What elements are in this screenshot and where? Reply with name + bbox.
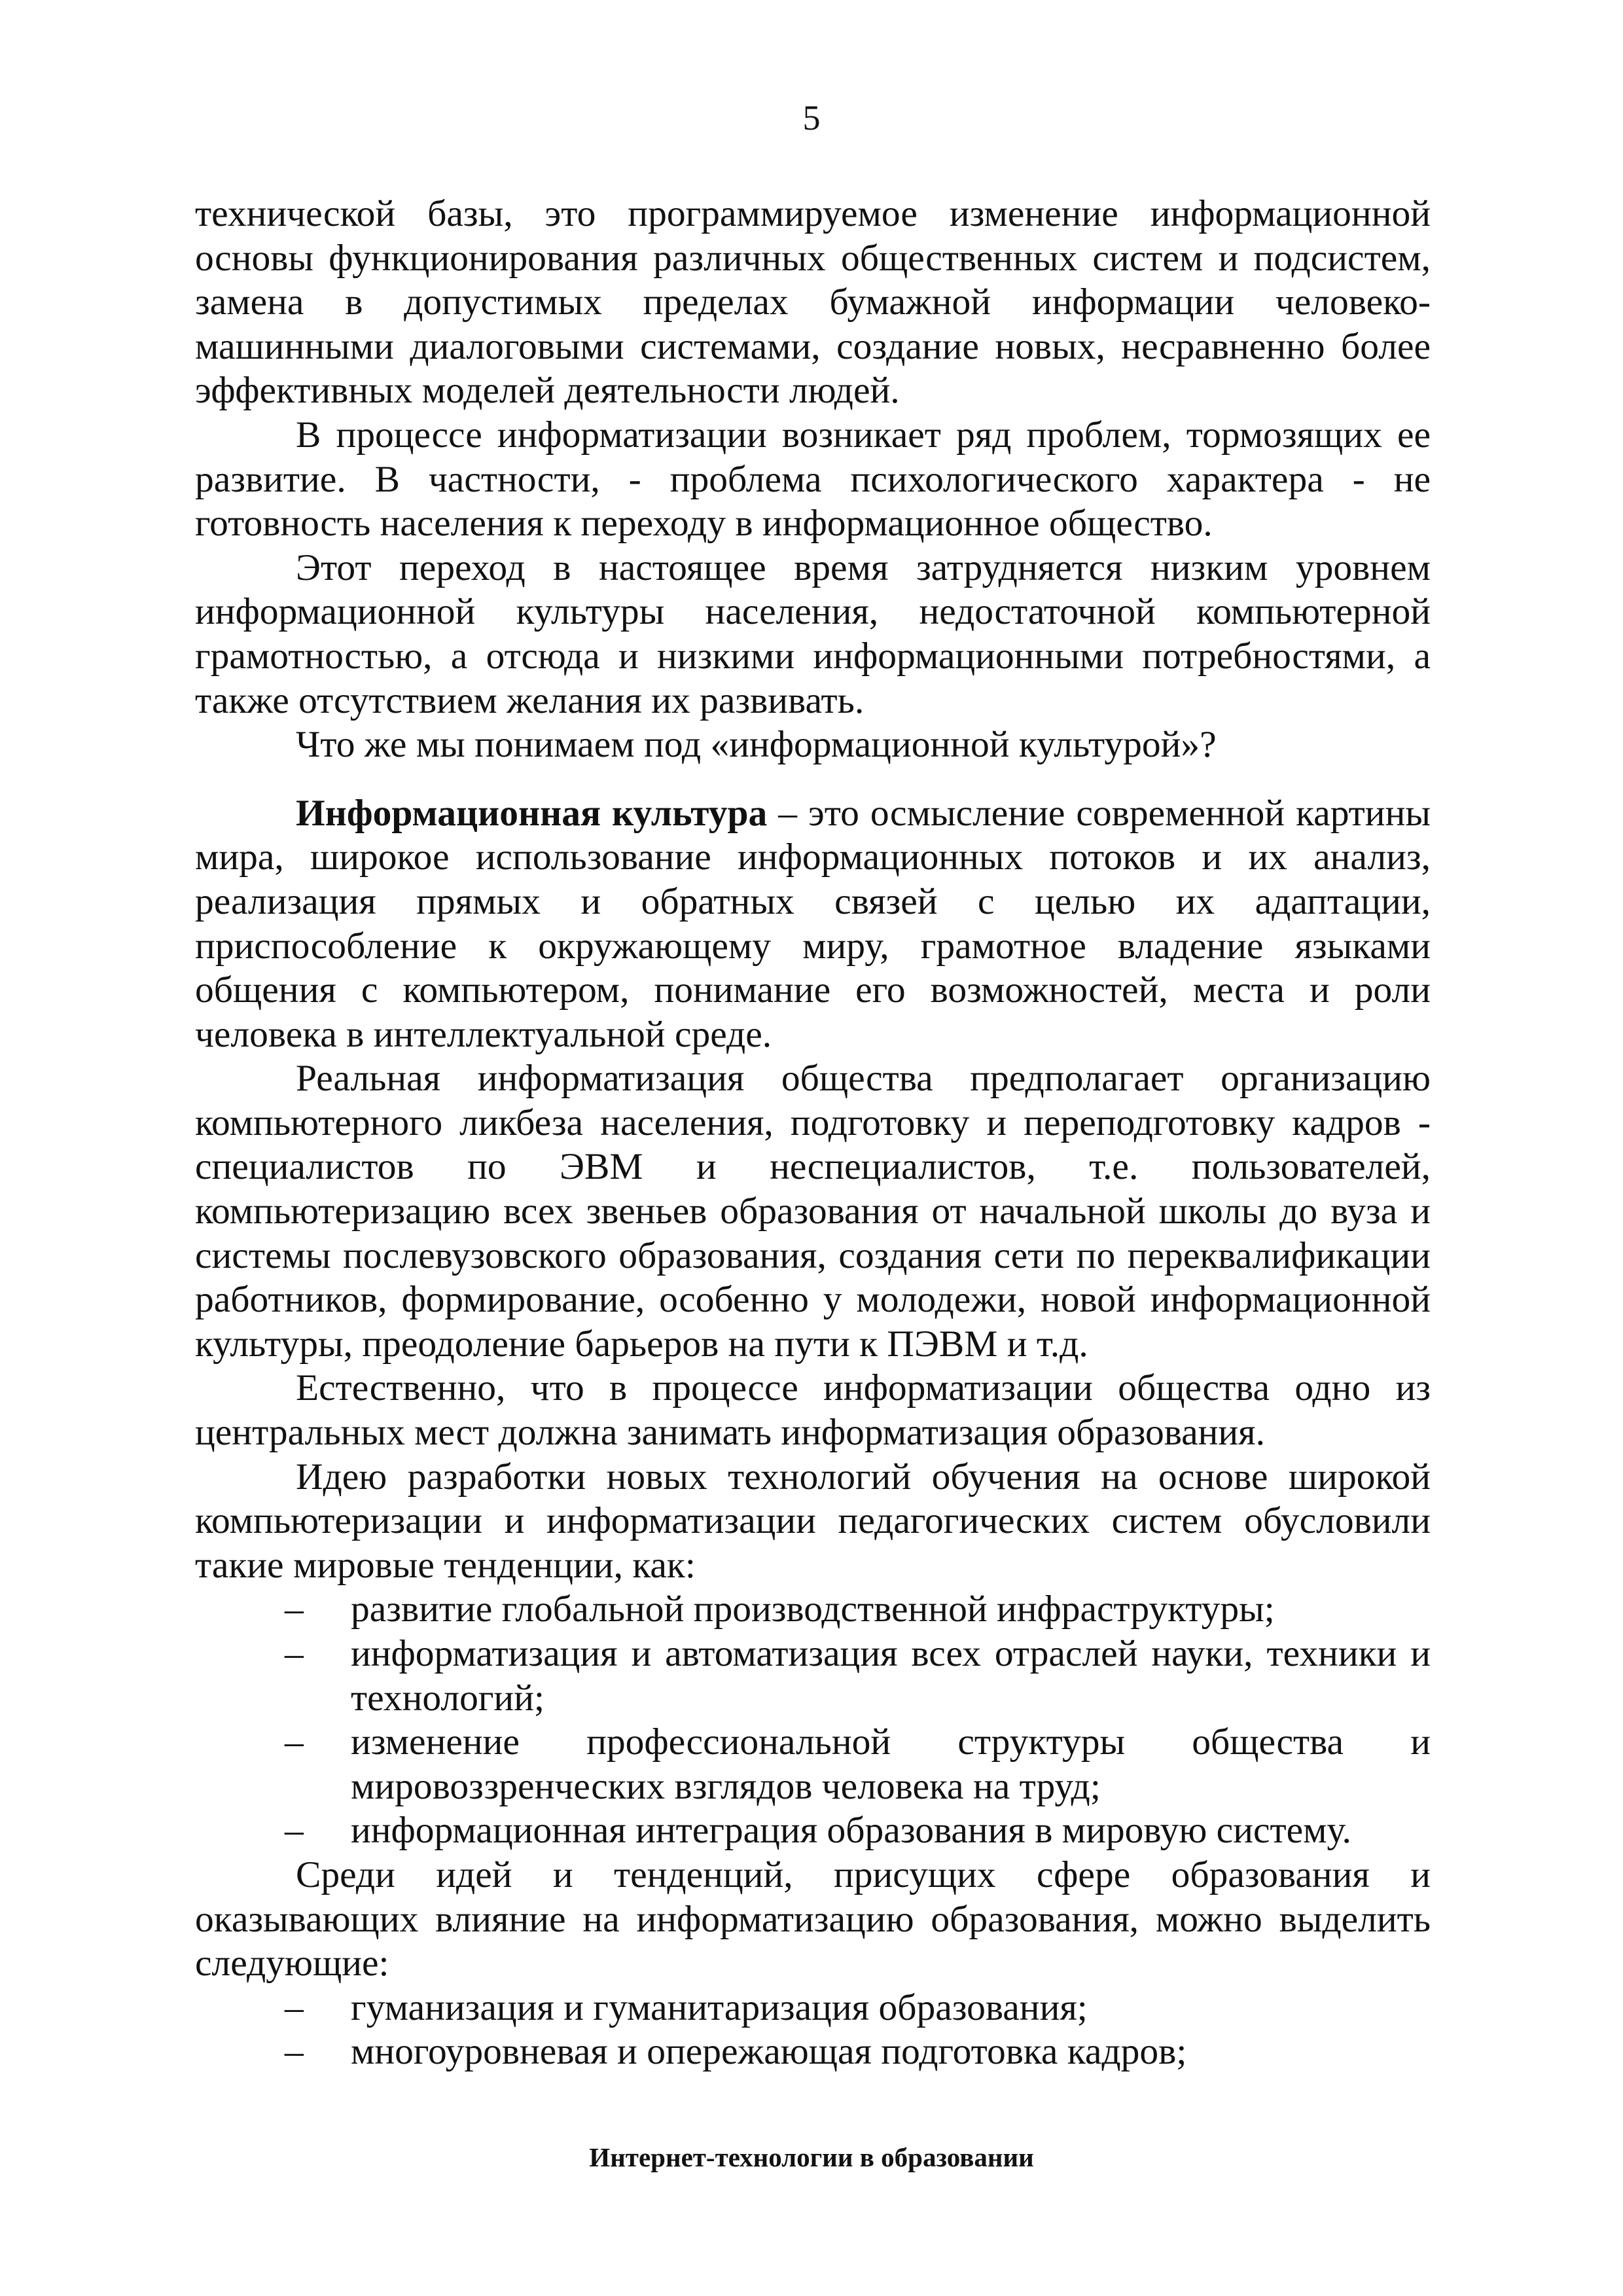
paragraph-education-ideas-intro: Среди идей и тенденций, присущих сфере образования и оказывающих влияние на информатизацию образования, можно выделить следующие: <box>195 1854 1431 1984</box>
list-item-text: развитие глобальной производственной инфраструктуры; <box>351 1588 1275 1630</box>
definition-term: Информационная культура <box>296 792 768 834</box>
list-item <box>195 1632 1431 1720</box>
page-footer: Интернет-технологии в образовании <box>589 2142 1034 2172</box>
paragraph-continuation: технической базы, это программируемое изменение информационной основы функционирования различных общественных систем и подсистем, замена в допустимых пределах бумажной информации человеко-машинными диалоговыми системами, создание новых, несравненно более эффективных моделей деятельности людей. <box>195 193 1431 412</box>
dash-marker: – <box>285 2031 304 2073</box>
paragraph-real-informatization: Реальная информатизация общества предполагает организацию компьютерного ликбеза населения, подготовку и переподготовку кадров - специалистов по ЭВМ и неспециалистов, т.е. пользователей, компьютеризацию всех звеньев образования от начальной школы до вуза и системы послевузовского образования, создания сети по переквалификации работников, формирование, особенно у молодежи, новой информационной культуры, преодоление барьеров на пути к ПЭВМ и т.д. <box>195 1058 1431 1365</box>
list-item-text: изменение профессиональной структуры общества и мировоззренческих взглядов человека на труд; <box>351 1721 1431 1807</box>
paragraph-definition <box>195 791 1431 1057</box>
paragraph-education-informatization: Естественно, что в процессе информатизации общества одно из центральных мест должна занимать информатизация образования. <box>195 1367 1431 1454</box>
dash-marker: – <box>285 1721 304 1763</box>
paragraph-world-trends-intro: Идею разработки новых технологий обучения на основе широкой компьютеризации и информатизации педагогических систем обусловили такие мировые тенденции, как: <box>195 1456 1431 1586</box>
paragraph-informatization-problems: В процессе информатизации возникает ряд проблем, тормозящих ее развитие. В частности, - проблема психологического характера - не готовность населения к переходу в информационное общество. <box>195 414 1431 545</box>
list-item-text: гуманизация и гуманитаризация образования; <box>351 1986 1088 2028</box>
paragraph-transition-difficulties: Этот переход в настоящее время затрудняется низким уровнем информационной культуры населения, недостаточной компьютерной грамотностью, а отсюда и низкими информационными потребностями, а также отсутствием желания их развивать. <box>195 547 1431 721</box>
list-item-text: информационная интеграция образования в мировую систему. <box>351 1810 1351 1852</box>
list-item <box>195 1720 1431 1808</box>
page-number: 5 <box>802 98 821 137</box>
dash-marker: – <box>285 1588 304 1630</box>
education-ideas-list <box>195 1986 1431 2074</box>
list-item-text: информатизация и автоматизация всех отраслей науки, техники и технологий; <box>351 1633 1431 1719</box>
page-body <box>195 192 1431 2074</box>
list-item-text: многоуровневая и опережающая подготовка кадров; <box>351 2031 1187 2073</box>
definition-text: – это осмысление современной картины мира, широкое использование информационных потоков и их анализ, реализация прямых и обратных связей с целью их адаптации, приспособление к окружающему миру, грамотное владение языками общения с компьютером, понимание его возможностей, места и роли человека в интеллектуальной среде. <box>195 792 1431 1055</box>
list-item <box>195 1986 1431 2030</box>
list-item <box>195 1808 1431 1853</box>
dash-marker: – <box>285 1810 304 1852</box>
paragraph-question: Что же мы понимаем под «информационной культурой»? <box>296 724 1217 766</box>
list-item <box>195 2030 1431 2074</box>
dash-marker: – <box>285 1986 304 2028</box>
list-item <box>195 1587 1431 1632</box>
world-trends-list <box>195 1587 1431 1853</box>
dash-marker: – <box>285 1633 304 1674</box>
